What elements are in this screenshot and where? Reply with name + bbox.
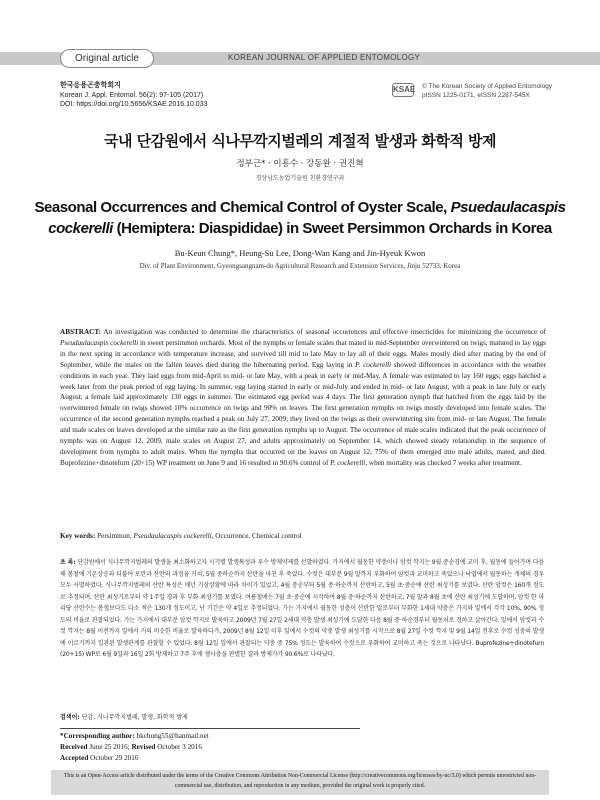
keywords-text-1: Persimmon, (95, 532, 134, 540)
abstract-text-2: in sweet persimmon orchards. Most of the nymphs or female scales that mated in mid-September overwintered on twigs, matured to lay eggs in the next spring in accordance with temperature increase, and survived till mid to late May to lay all of their eggs. Males mostly died after mating by the end of September, while the males on the fallen leaves died during the hibernating period. Egg laying in (60, 338, 546, 369)
corresponding-author (60, 731, 209, 742)
abstract-text-1: An investigation was conducted to determine the characteristics of seasonal occurrences and effective insecticides for minimizing the occurrence of (101, 328, 546, 336)
issn: pISSN 1225-0171, eISSN 2287-545X (422, 92, 530, 99)
journal-name-kr: 한국응용곤충학회지 (60, 82, 121, 89)
keywords-korean (60, 712, 544, 721)
abstract-kr-label: 초 록: (60, 559, 76, 566)
keywords-kr-text: 단감, 식나무깍지벌레, 발생, 화학적 방제 (79, 714, 188, 721)
abstract-species-2: P. cockerelli (355, 360, 392, 369)
title-species: Psuedaulacaspis cockerelli (48, 199, 566, 237)
revised-label: Revised (131, 742, 156, 751)
accepted-date: October 29 2016 (88, 753, 139, 762)
license-box: This is an Open-Access article distributed under the terms of the Creative Commons Attribution Non-Commercial License (http://creativecommons.org/licenses/by-nc/3.0) which permits unrestricted non-commercial use, distribution, and reproduction in any medium, provided the original work is properly cited. (51, 770, 549, 795)
received-label: Received (60, 742, 88, 751)
revised-date: October 3 2016 (155, 742, 202, 751)
society-block (422, 82, 552, 100)
affiliation-english: Div. of Plant Environment, Gyeongsangnam-do Agricultural Research and Extension Services, Jinju 52733, Korea (139, 262, 461, 270)
dates-accepted (60, 753, 209, 764)
abstract-korean (60, 557, 544, 661)
received-date: June 25 2016; (87, 742, 132, 751)
abstract-text-4: , when mortality was checked 7 weeks after treatment. (365, 458, 522, 467)
journal-name: KOREAN JOURNAL OF APPLIED ENTOMOLOGY (228, 53, 421, 62)
abstract-species-1: Pseudaulacaspis cockerelli (60, 338, 139, 347)
keywords-english (60, 532, 546, 540)
abstract-label: ABSTRACT: (60, 328, 102, 336)
title-part1: Seasonal Occurrences and Chemical Control of Oyster Scale, (34, 199, 451, 216)
society-logo: KSAE (392, 83, 414, 97)
title-korean: 국내 단감원에서 식나무깍지벌레의 계절적 발생과 화학적 방제 (103, 132, 497, 150)
authors-korean: 정부근* · 이흥수 · 강동완 · 권진혁 (236, 159, 364, 169)
abstract-english (60, 327, 546, 469)
keywords-text-2: , Occurrence, Chemical control (211, 532, 302, 540)
corr-label: *Corresponding author: (60, 732, 135, 740)
abstract-species-3: P. cockerelli (330, 458, 366, 467)
citation-block (60, 81, 208, 110)
footnote (60, 731, 209, 763)
footnote-divider (60, 728, 360, 729)
accepted-label: Accepted (60, 753, 89, 762)
article-type-badge: Original article (60, 49, 154, 68)
keywords-label: Key words: (60, 532, 96, 540)
affiliation-korean: 경상남도농업기술원 친환경연구과 (255, 175, 345, 182)
keywords-kr-label: 검색어: (60, 714, 80, 721)
society-name: © The Korean Society of Applied Entomology (422, 83, 553, 90)
title-part2: (Hemiptera: Diaspididae) in Sweet Persimmon Orchards in Korea (112, 220, 552, 237)
keywords-species: Pseudaulacaspis cockerelli (133, 532, 212, 540)
authors-english: Bu-Keun Chung*, Heung-Su Lee, Dong-Wan Kang and Jin-Hyeuk Kwon (174, 248, 426, 258)
corr-email[interactable]: bkchung55@hanmail.net (134, 732, 209, 740)
abstract-text-3: showed differences in accordance with the weather conditions in each year. They laid eggs from mid-April to mid- or late May, with a peak in early or mid-May. A female was estimated to lay 160 eggs; eggs hatched a week later from the peak period of egg laying. In summer, egg laying started in early or mid-July and ended in mid- or late August, with a peak in late July or early August; a female laid approximately 130 eggs in summer. The estimated egg period was 4 days. The first generation nymph that hatched from the eggs laid by the overwintered female on twigs showed 10% occurrence on twigs and 90% on leaves. The first generation nymphs on twigs mostly developed into female scales. The occurrence of the second generation nymphs reached a peak on July 27, 2009; they lived on the twigs as their overwintering site from mid- or late August. The female and male scales on leaves developed at the similar rate as the first generation nymphs up to August. The occurrence of male scales indicated that the peak occurrence of nymphs was on August 12, 2009, male scales on August 27, and adults approximately on September 14, which showed steady relationship in the sequence of development from nymphs to adult males. When the nymphs that occurred on the leaves on August 12, 75% of them emerged into male adults, mated, and died. Buprofezine+dinotefurn (20+15) WP treatment on June 9 and 16 resulted in 90.6% control of (60, 360, 547, 467)
title-english (28, 197, 572, 239)
citation-line: Korean J. Appl. Entomol. 56(2): 97-105 (2017) (60, 91, 204, 99)
dates-received-revised (60, 742, 209, 753)
doi-link[interactable]: DOI: https://doi.org/10.5656/KSAE.2016.10.033 (60, 101, 208, 108)
abstract-kr-text: 단감원에서 식나무깍지벌레의 발생을 최소화하고자 시기별 발생특성과 우수 방제약제를 선발하였다. 가지에서 월동한 약충이나 암컷 깍지는 9월 중순경에 교미 후, 월동에 들어가며 다음 해 봄철에 기온상승과 더불어 포란과 산란의 과정을 거쳐, 5월 중하순까지 산란을 마친 후 죽었다. 수컷은 대부분 9월 말까지 우화하여 암컷과 교미하고 죽었으나 낙엽에서 월동하는 개체의 경우 모두 사멸하였다. 식나무깍지벌레의 산란 특성은 매년 기상상황에 따라 차이가 있었고, 4월 중순부터 5월 중·하순까지 산란하고, 5월 초·중순에 산란 최성기를 보였다. 산란 암컷은 160개 정도로 추정되며, 산란 최성기로부터 약 1주일 경과 후 부화 최성기를 보였다. 여름철에는 7월 초·중순에 시작하여 8월 중·하순까지 산란하고, 7월 말과 8월 초에 산란 최성기에 도달하며, 암컷 한 마리당 산란수는 봄철보다도 다소 적은 130개 정도이고, 난 기간은 약 4일로 추정되었다. 가는 가지에서 월동한 성충이 산란한 알로부터 부화한 1세대 약충은 가지와 잎에서 각각 10%, 90% 정도의 비율로 관찰되었다. 가는 가지에서 대부분 암컷 깍지로 발육하고 2009년 7월 27일 2세대 약충 발생 최성기에 도달한 다음 8월 중·하순경부터 월동처로 정하고 살아간다. 잎에서 암컷과 수컷 깍지는 8월 이전까지 잎에서 거의 비슷한 비율로 발육하다가, 2009년 8월 12일 이후 잎에서 수컷의 약충 발생 최성기를 시작으로 8월 27일 수컷 깍지 및 9월 14일 전후로 수컷 성충의 발생에 이르기까지 일관된 발생관계를 관찰할 수 있었다. 8월 12일 잎에서 관찰되는 약충 중 75% 정도는 발육하여 수컷으로 우화하여 교미하고 죽는 것으로 나타났다. Buprofezine+dinotefurn (20+15) WP로 6월 9일과 16일 2회 방제하고 7주 후에 생사충을 판별한 결과 방제가가 90.6%로 나타났다. (60, 559, 544, 658)
